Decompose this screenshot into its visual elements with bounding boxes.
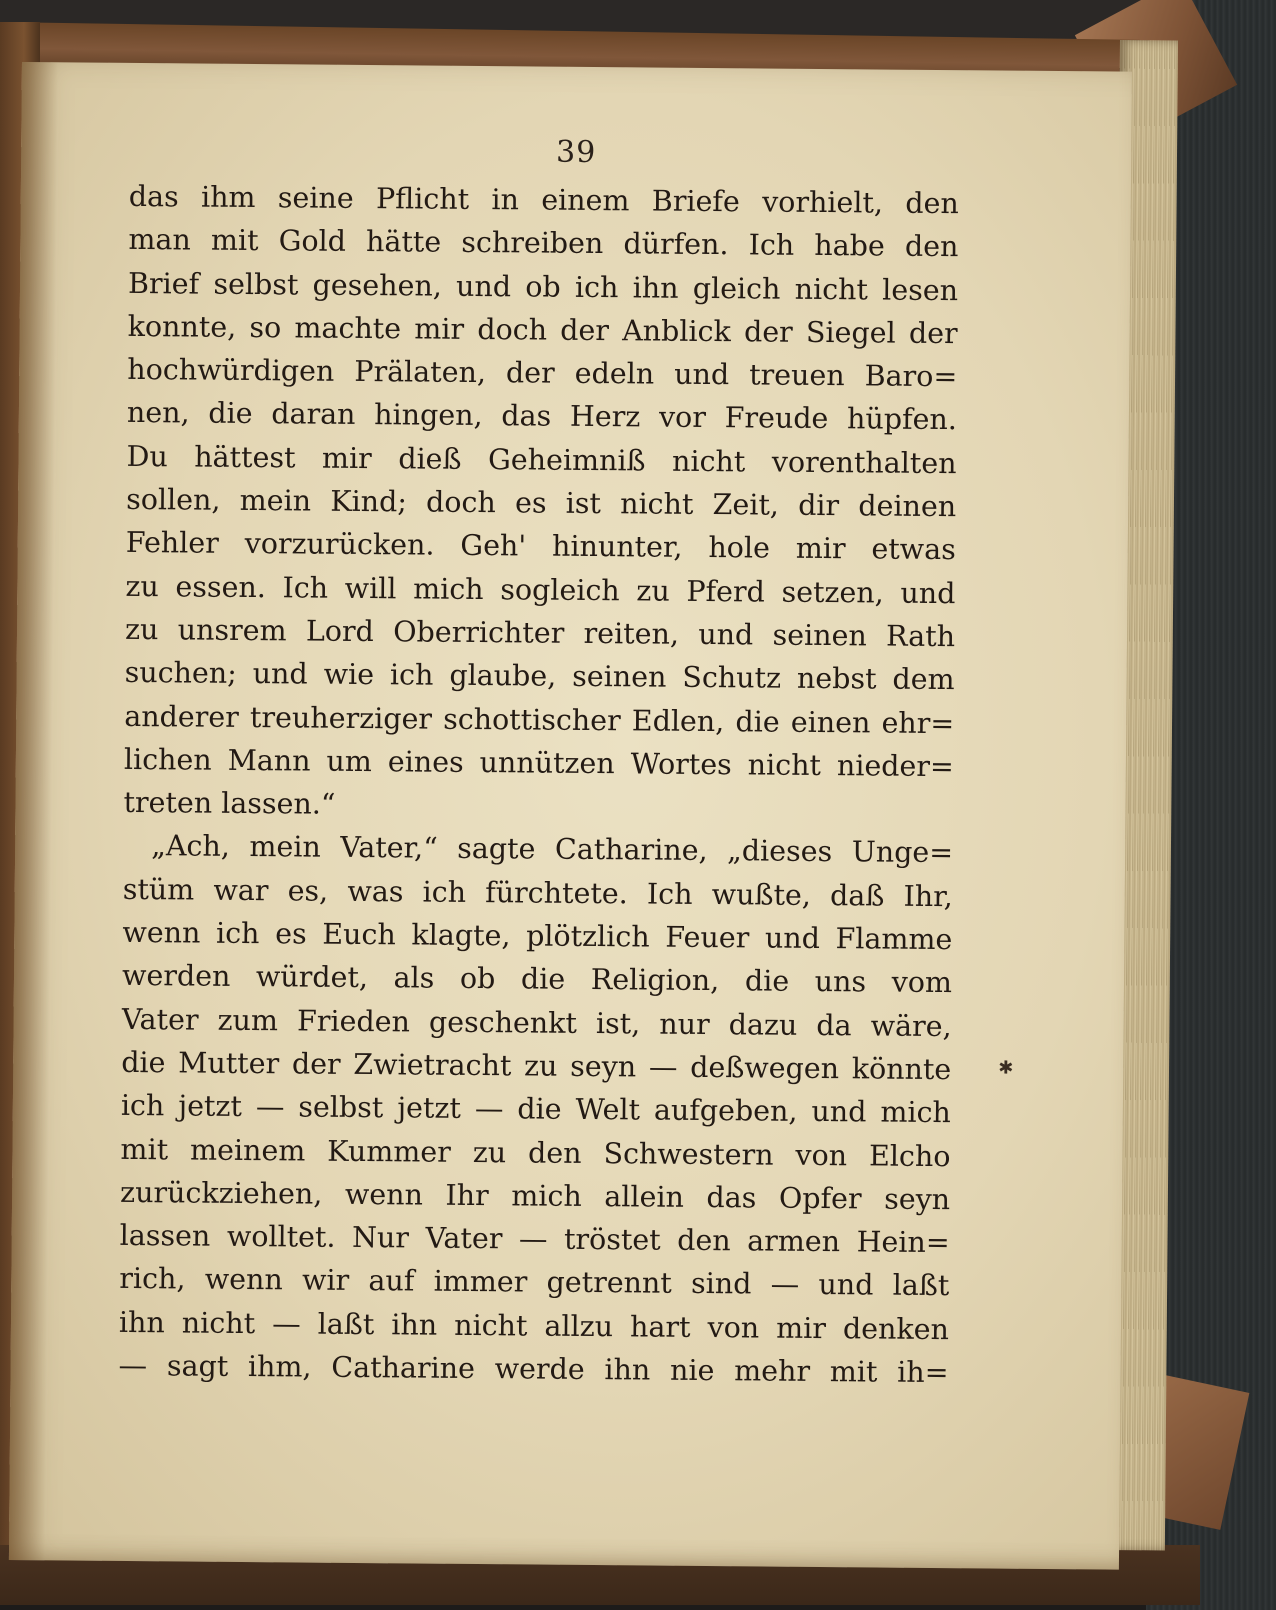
text-line: Du hättest mir dieß Geheimniß nicht vorenthalten [126, 439, 957, 480]
text-line: zurückziehen, wenn Ihr mich allein das Opfer seyn [119, 1175, 951, 1216]
text-line: zu unsrem Lord Oberrichter reiten, und seinen Rath [124, 612, 956, 654]
text-line: ihn nicht — laßt ihn nicht allzu hart von mir denken [118, 1305, 950, 1346]
book-page [9, 62, 1132, 1570]
text-line: konnte, so machte mir doch der Anblick der Siegel der [127, 309, 958, 351]
text-line: die Mutter der Zwietracht zu seyn — deßwegen könnte [121, 1045, 952, 1087]
text-line: das ihm seine Pflicht in einem Briefe vorhielt, den [128, 179, 959, 221]
text-line: — sagt ihm, Catharine werde ihn nie mehr mit ih= [118, 1348, 949, 1390]
text-line: lassen wolltet. Nur Vater — tröstet den armen Hein= [119, 1219, 950, 1260]
text-line: mit meinem Kummer zu den Schwestern von Elcho [120, 1132, 951, 1173]
text-line: man mit Gold hätte schreiben dürfen. Ich habe den [128, 223, 959, 264]
text-line: werden würdet, als ob die Religion, die uns vom [121, 959, 953, 1000]
text-line: suchen; und wie ich glaube, seinen Schutz nebst dem [124, 656, 955, 697]
text-line: nen, die daran hingen, das Herz vor Freude hüpfen. [126, 396, 958, 437]
text-line: Vater zum Frieden geschenkt ist, nur dazu da wäre, [121, 1002, 952, 1043]
text-line: ich jetzt — selbst jetzt — die Welt aufgeben, und mich [120, 1089, 952, 1130]
text-line: Brief selbst gesehen, und ob ich ihn gleich nicht lesen [127, 266, 959, 307]
text-line: rich, wenn wir auf immer getrennt sind — und laßt [119, 1262, 950, 1303]
text-line: Fehler vorzurücken. Geh' hinunter, hole mir etwas [125, 526, 956, 567]
text-line: stüm war es, was ich fürchtete. Ich wußte, daß Ihr, [122, 872, 953, 913]
text-line: lichen Mann um eines unnützen Wortes nicht nieder= [123, 742, 955, 784]
text-line: treten lassen.“ [123, 786, 336, 821]
ink-blot-mark: ✱ [998, 1057, 1014, 1079]
text-line: zu essen. Ich will mich sogleich zu Pferd setzen, und [125, 569, 956, 610]
text-line: „Ach, mein Vater,“ sagte Catharine, „dieses Unge= [151, 829, 954, 870]
text-line: sollen, mein Kind; doch es ist nicht Zeit, dir deinen [126, 483, 957, 524]
text-line: anderer treuherziger schottischer Edlen, die einen ehr= [124, 699, 955, 740]
text-line: wenn ich es Euch klagte, plötzlich Feuer und Flamme [122, 915, 953, 957]
text-line: hochwürdigen Prälaten, der edeln und treuen Baro= [127, 353, 958, 394]
page-number: 39 [555, 134, 597, 171]
page-text-block [118, 175, 959, 1395]
